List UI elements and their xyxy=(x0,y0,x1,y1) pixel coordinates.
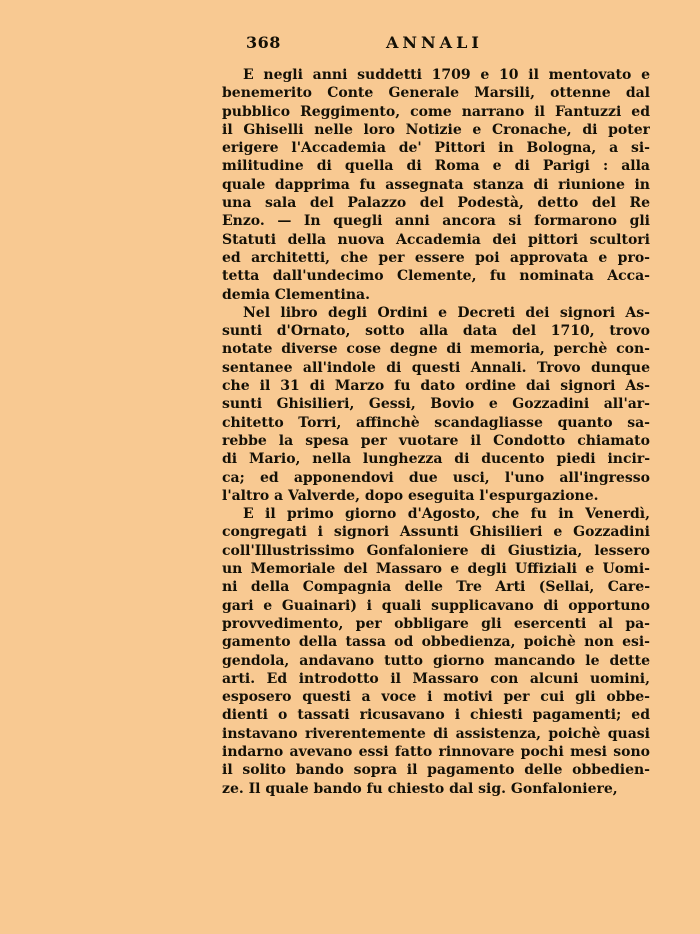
text-line: congregati i signori Assunti Ghisilieri e Gozzadini xyxy=(222,524,650,541)
text-line: di Mario, nella lunghezza di ducento piedi incir- xyxy=(222,451,650,468)
text-line: E il primo giorno d'Agosto, che fu in Venerdì, xyxy=(243,506,650,523)
text-line: un Memoriale del Massaro e degli Uffiziali e Uomi- xyxy=(222,561,650,578)
text-line: militudine di quella di Roma e di Parigi : alla xyxy=(222,158,650,175)
paragraph xyxy=(222,304,650,505)
text-line: ni della Compagnia delle Tre Arti (Sellai, Care- xyxy=(222,579,650,596)
text-line: gendola, andavano tutto giorno mancando le dette xyxy=(222,652,650,669)
text-line: una sala del Palazzo del Podestà, detto del Re xyxy=(222,195,650,212)
text-line: E negli anni suddetti 1709 e 10 il mentovato e xyxy=(243,67,650,83)
text-line: il solito bando sopra il pagamento delle obbedien- xyxy=(222,762,650,779)
text-line: Statuti della nuova Accademia dei pittori scultori xyxy=(222,231,650,248)
text-line: ed architetti, che per essere poi approvata e pro- xyxy=(222,249,650,266)
text-line: sunti Ghisilieri, Gessi, Bovio e Gozzadini all'ar- xyxy=(222,396,650,413)
text-line: il Ghiselli nelle loro Notizie e Cronache, di poter xyxy=(222,121,650,138)
text-line: l'altro a Valverde, dopo eseguita l'espurgazione. xyxy=(222,487,599,504)
text-line: instavano riverentemente di assistenza, poichè quasi xyxy=(222,725,650,742)
running-title: ANNALI xyxy=(386,33,483,52)
text-line: indarno avevano essi fatto rinnovare pochi mesi sono xyxy=(222,743,650,760)
text-line: chitetto Torri, affinchè scandagliasse quanto sa- xyxy=(222,414,650,431)
text-line: arti. Ed introdotto il Massaro con alcuni uomini, xyxy=(222,670,650,687)
text-line: che il 31 di Marzo fu dato ordine dai signori As- xyxy=(222,378,650,395)
text-line: demia Clementina. xyxy=(222,286,370,303)
text-line: sunti d'Ornato, sotto alla data del 1710, trovo xyxy=(222,323,650,340)
text-line: erigere l'Accademia de' Pittori in Bologna, a si- xyxy=(222,140,650,157)
text-line: provvedimento, per obbligare gli esercenti al pa- xyxy=(222,615,650,632)
text-line: coll'Illustrissimo Gonfaloniere di Giustizia, lessero xyxy=(222,542,650,559)
text-line: quale dapprima fu assegnata stanza di riunione in xyxy=(222,176,650,193)
text-line: rebbe la spesa per vuotare il Condotto chiamato xyxy=(222,432,650,449)
text-line: gari e Guainari) i quali supplicavano di opportuno xyxy=(222,597,650,614)
page-number: 368 xyxy=(246,33,281,52)
text-line: Enzo. — In quegli anni ancora si formarono gli xyxy=(222,213,650,230)
text-line: Nel libro degli Ordini e Decreti dei signori As- xyxy=(243,304,650,321)
text-line: dienti o tassati ricusavano i chiesti pagamenti; ed xyxy=(222,707,650,724)
text-line: esposero questi a voce i motivi per cui gli obbe- xyxy=(222,689,650,706)
body-text xyxy=(222,66,650,798)
text-line: gamento della tassa od obbedienza, poichè non esi- xyxy=(222,634,650,651)
paragraph xyxy=(222,66,650,304)
text-line: notate diverse cose degne di memoria, perchè con- xyxy=(222,341,650,358)
page-header xyxy=(246,33,496,55)
text-line: sentanee all'indole di questi Annali. Trovo dunque xyxy=(222,359,650,376)
text-line: ca; ed apponendovi due usci, l'uno all'ingresso xyxy=(222,469,650,486)
text-line: pubblico Reggimento, come narrano il Fantuzzi ed xyxy=(222,103,650,120)
paragraph xyxy=(222,505,650,798)
text-line: tetta dall'undecimo Clemente, fu nominata Acca- xyxy=(222,268,650,285)
text-line: ze. Il quale bando fu chiesto dal sig. Gonfaloniere, xyxy=(222,780,618,797)
text-line: benemerito Conte Generale Marsili, ottenne dal xyxy=(222,85,650,102)
